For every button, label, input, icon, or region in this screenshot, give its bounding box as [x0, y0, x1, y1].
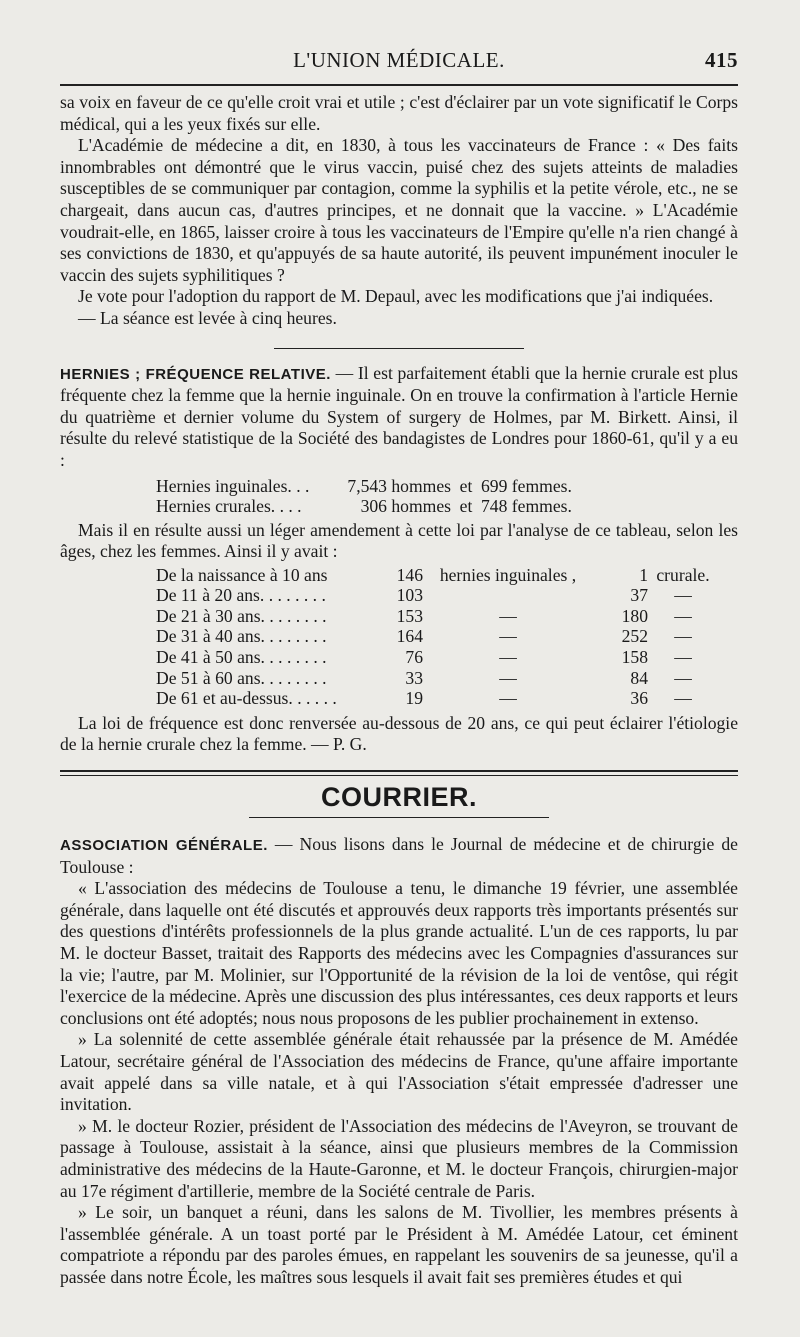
table-row [156, 476, 572, 496]
association-intro: — Nous lisons dans le Journal de médecine et de chirurgie de Toulouse : [60, 834, 738, 877]
section-title: COURRIER. [320, 782, 477, 813]
inguinal-label: — [499, 626, 517, 647]
women-count: 748 femmes. [481, 495, 572, 516]
paragraph: La loi de fréquence est donc renversée au-dessous de 20 ans, ce qui peut éclairer l'étiologie de la hernie crurale chez la femme. — P. G. [60, 712, 738, 755]
paragraph: Je vote pour l'adoption du rapport de M. Depaul, avec les modifications que j'ai indiquées. [78, 286, 714, 307]
crural-label: — [674, 605, 692, 626]
crural-label: — [674, 647, 692, 668]
table-row [156, 585, 718, 606]
hernies-paragraph [60, 363, 738, 472]
inguinal-label: hernies inguinales , [439, 564, 577, 585]
men-count: 306 hommes [360, 495, 451, 516]
inguinal-count: 103 [396, 585, 423, 606]
age-breakdown-table [156, 565, 718, 709]
table-row [156, 606, 718, 627]
hernies-intro: — Il est parfaitement établi que la hernie crurale est plus fréquente chez la femme que la hernie inguinale. On en trouve la confirmation à l'article Hernie du quatrième et dernier volume du System of surgery de Holmes, par M. Birkett. Ainsi, il résulte du relevé statistique de la Société des bandagistes de Londres pour 1860-61, qu'il y a eu : [60, 362, 738, 470]
row-label: Hernies crurales. . . . [156, 495, 302, 516]
age-range: De 11 à 20 ans. . . . . . . . [156, 585, 326, 606]
table-row [156, 647, 718, 668]
hernia-totals-table [156, 476, 572, 516]
association-heading: ASSOCIATION GÉNÉRALE. [60, 837, 268, 855]
section-double-rule [60, 770, 738, 776]
hernies-heading: HERNIES ; FRÉQUENCE RELATIVE. [60, 365, 331, 383]
table-row [156, 496, 572, 516]
age-range: De 21 à 30 ans. . . . . . . . [156, 605, 327, 626]
women-count: 699 femmes. [481, 475, 572, 496]
crural-count: 36 [630, 688, 648, 709]
inguinal-label [423, 585, 593, 606]
paragraph: « L'association des médecins de Toulouse a tenu, le dimanche 19 février, une assemblée générale, dans laquelle ont été discutés et approuvés deux rapports très importants présentés sur des questions d'intérêts professionnels de la plus grande actualité. L'un de ces rapports, lu par M. le docteur Basset, traitait des Rapports des médecins avec les Compagnies d'assurances sur la vie; l'autre, par M. Molinier, sur l'Opportunité de la révision de la loi de ventôse, qui régit l'exercice de la médecine. Après une discussion des plus intéressantes, ces deux rapports et leurs conclusions ont été adoptés; nous nous proposons de les publier prochainement in extenso. [60, 878, 738, 1028]
crural-count: 84 [630, 667, 648, 688]
paragraph: L'Académie de médecine a dit, en 1830, à tous les vaccinateurs de France : « Des faits innombrables ont démontré que le virus vaccin, puisé chez des sujets atteints de maladies susceptibles de se communiquer par contagion, comme la syphilis et la petite vérole, etc., ne se chargeait, dans aucun cas, d'autres principes, et ne donnait que la vaccine. » L'Académie voudrait-elle, en 1865, laisser croire à tous les vaccinateurs de l'Empire qu'elle n'a rien changé à ses convictions de 1830, et qu'appuyés de sa haute autorité, ils peuvent impunément inoculer le vaccin des sujets syphilitiques ? [60, 135, 738, 285]
age-range: De 61 et au-dessus. . . . . . [156, 688, 337, 709]
age-range: De 41 à 50 ans. . . . . . . . [156, 647, 327, 668]
crural-count: 1 [639, 564, 648, 585]
inguinal-count: 164 [396, 626, 423, 647]
row-label: Hernies inguinales. . . [156, 475, 310, 496]
inguinal-label: — [499, 605, 517, 626]
age-range: De la naissance à 10 ans [156, 564, 328, 585]
crural-count: 252 [621, 626, 648, 647]
inguinal-count: 76 [405, 647, 423, 668]
crural-label: — [674, 688, 692, 709]
crural-count: 158 [621, 647, 648, 668]
crural-label: — [674, 626, 692, 647]
table-row [156, 688, 718, 709]
age-range: De 31 à 40 ans. . . . . . . . [156, 626, 327, 647]
paragraph: sa voix en faveur de ce qu'elle croit vrai et utile ; c'est d'éclairer par un vote significatif le Corps médical, qui a les yeux fixés sur elle. [60, 92, 738, 134]
table-row [156, 626, 718, 647]
separator-rule [274, 348, 524, 349]
header-rule [60, 84, 738, 86]
table-row [156, 565, 718, 586]
inguinal-count: 146 [396, 564, 423, 585]
table-row [156, 668, 718, 689]
journal-title: L'UNION MÉDICALE. [293, 48, 505, 72]
inguinal-label: — [499, 647, 517, 668]
courrier-paragraph [60, 834, 738, 878]
crural-count: 180 [621, 605, 648, 626]
crural-label: — [674, 667, 692, 688]
crural-label: — [674, 585, 692, 606]
age-range: De 51 à 60 ans. . . . . . . . [156, 667, 327, 688]
inguinal-label: — [499, 667, 517, 688]
inguinal-count: 19 [405, 688, 423, 709]
inguinal-count: 33 [405, 667, 423, 688]
page-number: 415 [705, 48, 738, 72]
paragraph: » La solennité de cette assemblée générale était rehaussée par la présence de M. Amédée Latour, secrétaire général de l'Association des médecins de France, qu'une affaire importante avait appelé dans sa ville natale, et à qui l'Association s'était empressée d'adresser une invitation. [60, 1029, 738, 1115]
title-rule [249, 817, 549, 818]
men-count: 7,543 hommes [347, 475, 451, 496]
paragraph: Mais il en résulte aussi un léger amendement à cette loi par l'analyse de ce tableau, selon les âges, chez les femmes. Ainsi il y avait : [60, 519, 738, 562]
conjunction: et [459, 495, 473, 516]
conjunction: et [459, 475, 473, 496]
inguinal-label: — [499, 688, 517, 709]
inguinal-count: 153 [396, 605, 423, 626]
running-head [60, 48, 738, 80]
paragraph: » Le soir, un banquet a réuni, dans les salons de M. Tivollier, les membres présents à l'assemblée générale. A un toast porté par le Président à M. Amédée Latour, cet éminent compatriote a répondu par des paroles émues, en rappelant les souvenirs de sa jeunesse, qu'il a passée dans notre École, les maîtres sous lesquels il avait fait ses premières études et qui [60, 1202, 738, 1287]
paragraph: » M. le docteur Rozier, président de l'Association des médecins de l'Aveyron, se trouvant de passage à Toulouse, assistait à la séance, ainsi que plusieurs membres de la Commission administrative des médecins de la Haute-Garonne, et M. le docteur François, chirurgien-major au 17e régiment d'artillerie, membre de la Société centrale de Paris. [60, 1115, 738, 1201]
crural-label: crurale. [656, 564, 710, 585]
paragraph: — La séance est levée à cinq heures. [78, 307, 337, 328]
crural-count: 37 [630, 585, 648, 606]
